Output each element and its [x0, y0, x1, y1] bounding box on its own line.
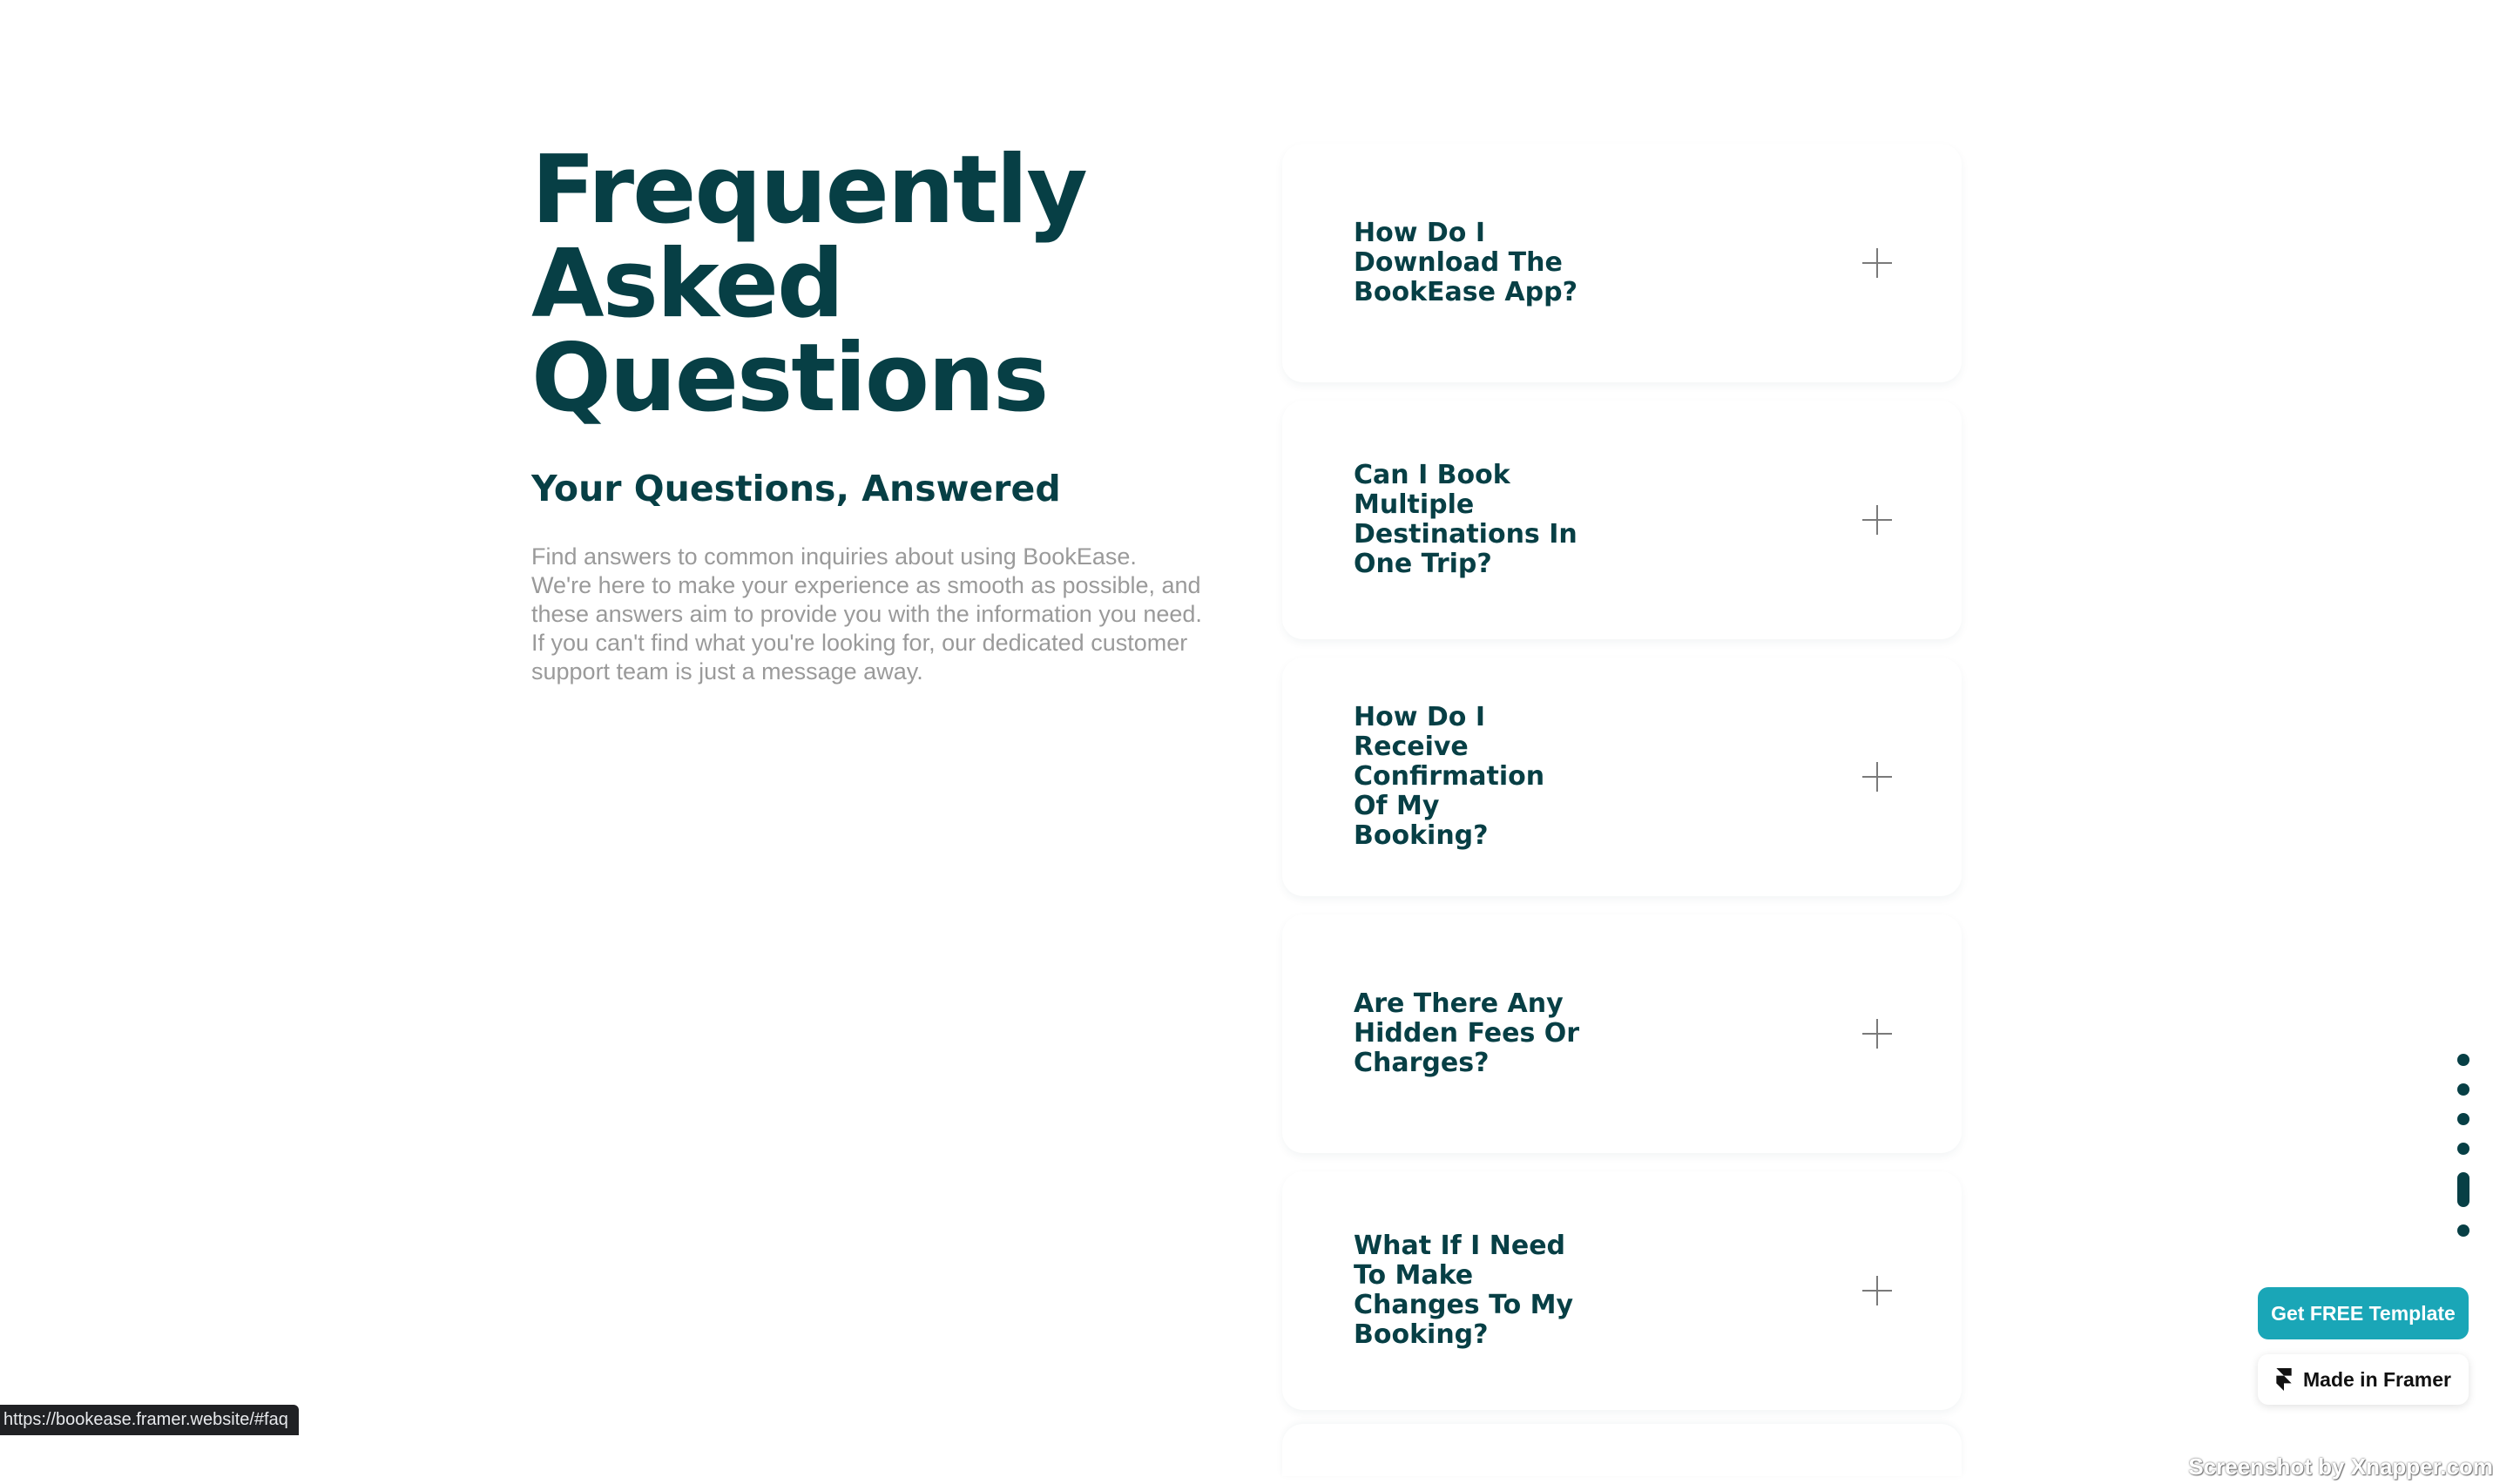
title-line: Asked — [531, 230, 843, 339]
plus-icon[interactable] — [1862, 1276, 1892, 1305]
title-line: Questions — [531, 324, 1048, 433]
faq-item-booking-confirmation[interactable] — [1282, 658, 1962, 896]
faq-question: Are There Any Hidden Fees Or Charges? — [1354, 988, 1580, 1078]
scroll-dot[interactable] — [2457, 1083, 2469, 1096]
scroll-dot[interactable] — [2457, 1143, 2469, 1155]
scroll-dot-active[interactable] — [2457, 1172, 2469, 1207]
faq-item-booking-changes[interactable] — [1282, 1171, 1962, 1410]
faq-item-hidden-fees[interactable] — [1282, 914, 1962, 1153]
scroll-dot[interactable] — [2457, 1224, 2469, 1237]
plus-icon[interactable] — [1862, 1019, 1892, 1049]
page-title — [531, 136, 1211, 433]
faq-question: What If I Need To Make Changes To My Booking? — [1354, 1231, 1574, 1350]
plus-icon[interactable] — [1862, 248, 1892, 278]
faq-subtitle: Your Questions, Answered — [531, 468, 1061, 509]
made-in-framer-label: Made in Framer — [2303, 1367, 2451, 1391]
faq-question: Can I Book Multiple Destinations In One Trip? — [1354, 460, 1578, 579]
scroll-dot[interactable] — [2457, 1113, 2469, 1125]
faq-question: How Do I Download The BookEase App? — [1354, 218, 1578, 307]
faq-item-multiple-destinations[interactable] — [1282, 401, 1962, 639]
framer-logo-icon — [2275, 1368, 2293, 1391]
plus-icon[interactable] — [1862, 505, 1892, 535]
faq-item-partial[interactable] — [1282, 1424, 1962, 1476]
screenshot-watermark: Screenshot by Xnapper.com — [2188, 1454, 2493, 1480]
title-line: Frequently — [531, 136, 1086, 245]
faq-question: How Do I Receive Confirmation Of My Booking? — [1354, 702, 1545, 851]
plus-icon[interactable] — [1862, 762, 1892, 792]
faq-intro — [531, 136, 1211, 686]
status-bar-url: https://bookease.framer.website/#faq — [0, 1405, 299, 1435]
made-in-framer-badge[interactable] — [2258, 1354, 2469, 1405]
get-free-template-button[interactable]: Get FREE Template — [2258, 1287, 2469, 1339]
section-scroll-indicator — [2456, 1054, 2470, 1254]
faq-accordion — [1282, 144, 1962, 1428]
faq-item-download-app[interactable] — [1282, 144, 1962, 382]
scroll-dot[interactable] — [2457, 1054, 2469, 1066]
faq-description: Find answers to common inquiries about using BookEase. We're here to make your experience as smooth as possible, and these answers aim to provide you with the information you need. If you can't find what you're looking for, our dedicated customer support team is just a message away. — [531, 543, 1202, 685]
